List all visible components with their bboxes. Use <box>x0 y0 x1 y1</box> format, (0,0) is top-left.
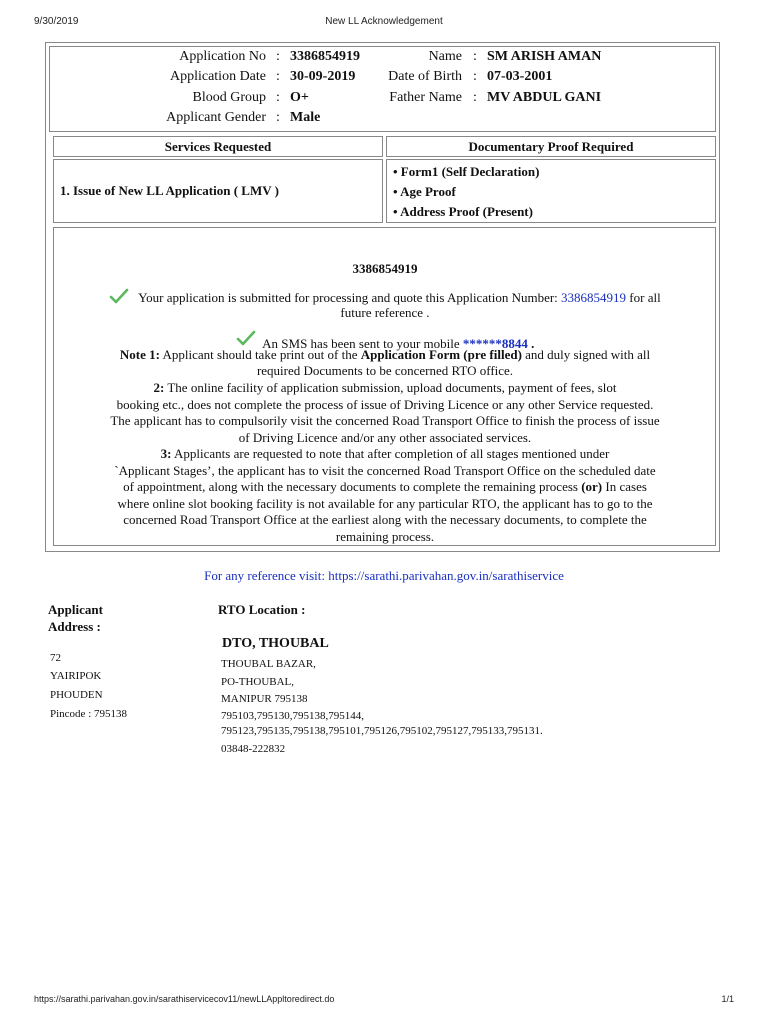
note-1-line2: required Documents to be concerned RTO office. <box>256 363 514 378</box>
address-line: YAIRIPOK <box>50 670 102 682</box>
application-number-heading: 3386854919 <box>352 261 418 276</box>
services-header: Services Requested <box>53 136 383 157</box>
gender-label: Applicant Gender <box>166 110 266 125</box>
note-3-line: remaining process. <box>335 529 435 544</box>
colon: : <box>276 110 280 125</box>
print-footer <box>34 994 734 1008</box>
print-date: 9/30/2019 <box>34 16 79 27</box>
colon: : <box>276 69 280 84</box>
note-2-line: of Driving Licence and/or any other associated services. <box>238 430 532 445</box>
colon: : <box>473 49 477 64</box>
name-value: SM ARISH AMAN <box>487 49 602 64</box>
note-3 <box>55 446 715 463</box>
rto-address-line: THOUBAL BAZAR, <box>221 658 316 670</box>
address-line: 72 <box>50 652 61 664</box>
proof-cell <box>386 159 716 223</box>
application-date-value: 30-09-2019 <box>290 69 356 84</box>
note-1-bold: Application Form (pre filled) <box>360 347 522 362</box>
print-url: https://sarathi.parivahan.gov.in/sarathiservicecov11/newLLAppltoredirect.do <box>34 994 335 1004</box>
rto-pincodes-line: 795123,795135,795138,795101,795126,795102,795127,795133,795131. <box>221 725 543 737</box>
note-1-text-end: and duly signed with all <box>525 347 651 362</box>
note-1-label: Note 1: <box>119 347 160 362</box>
name-label: Name <box>428 49 462 64</box>
print-title: New LL Acknowledgement <box>325 16 443 27</box>
proof-header: Documentary Proof Required <box>386 136 716 157</box>
note-2-line: booking etc., does not complete the process of issue of Driving Licence or any other Service requested. <box>116 397 654 412</box>
note-3-bold: (or) <box>581 479 603 494</box>
submitted-app-number: 3386854919 <box>561 290 627 305</box>
application-no-label: Application No <box>179 49 266 64</box>
note-2-label: 2: <box>153 380 165 395</box>
applicant-address-header <box>48 601 103 635</box>
proof-item: • Address Proof (Present) <box>393 204 533 219</box>
colon: : <box>473 69 477 84</box>
sms-period: . <box>531 336 535 351</box>
rto-address-line: PO-THOUBAL, <box>221 676 295 688</box>
check-icon <box>236 330 256 346</box>
note-2 <box>55 380 715 397</box>
rto-name: DTO, THOUBAL <box>222 636 329 651</box>
submitted-message <box>55 288 715 307</box>
note-3-line: concerned Road Transport Office at the earliest along with the necessary documents, to complete the <box>123 512 647 527</box>
rto-address-line: MANIPUR 795138 <box>221 693 308 705</box>
note-2-line: The applicant has to compulsorily visit the concerned Road Transport Office to finish the process of issue <box>110 413 660 428</box>
blood-group-value: O+ <box>290 90 309 105</box>
application-no-value: 3386854919 <box>290 49 360 64</box>
submitted-text-end: for all <box>629 290 661 305</box>
proof-item: • Form1 (Self Declaration) <box>393 164 540 179</box>
address-header-line: Applicant <box>48 602 103 617</box>
submitted-text: Your application is submitted for processing and quote this Application Number: <box>138 290 558 305</box>
address-header-line: Address : <box>48 619 101 634</box>
colon: : <box>276 90 280 105</box>
note-3-label: 3: <box>160 446 172 461</box>
note-1-text: Applicant should take print out of the <box>162 347 358 362</box>
applicant-info <box>0 47 768 131</box>
note-2-text: The online facility of application submission, upload documents, payment of fees, slot <box>167 380 617 395</box>
colon: : <box>276 49 280 64</box>
service-item: 1. Issue of New LL Application ( LMV ) <box>60 183 279 198</box>
sms-mobile: ******8844 <box>462 336 528 351</box>
submitted-message-line2: future reference . <box>340 305 430 320</box>
sms-text: An SMS has been sent to your mobile <box>262 336 460 351</box>
dob-label: Date of Birth <box>388 69 462 84</box>
note-3-line: where online slot booking facility is not available for any particular RTO, the applicant has to go to the <box>117 496 653 511</box>
note-1 <box>55 347 715 364</box>
rto-phone: 03848-222832 <box>221 743 286 755</box>
rto-pincodes-line: 795103,795130,795138,795144, <box>221 710 364 722</box>
father-name-label: Father Name <box>389 90 462 105</box>
note-3-text: of appointment, along with the necessary documents to complete the remaining process <box>123 479 578 494</box>
father-name-value: MV ABDUL GANI <box>487 90 602 105</box>
address-line: PHOUDEN <box>50 689 103 701</box>
rto-location-header: RTO Location : <box>218 602 306 617</box>
gender-value: Male <box>290 110 321 125</box>
note-3-text-end: In cases <box>605 479 647 494</box>
colon: : <box>473 90 477 105</box>
application-date-label: Application Date <box>169 69 266 84</box>
rto-pincodes <box>221 709 543 739</box>
print-page: 1/1 <box>721 994 734 1004</box>
reference-link[interactable]: For any reference visit: https://sarathi.parivahan.gov.in/sarathiservice <box>204 568 564 583</box>
print-header <box>34 16 734 30</box>
address-pincode: Pincode : 795138 <box>50 708 127 720</box>
note-3-line <box>55 479 715 496</box>
dob-value: 07-03-2001 <box>487 69 553 84</box>
note-3-text: Applicants are requested to note that after completion of all stages mentioned under <box>174 446 610 461</box>
note-3-line: `Applicant Stages’, the applicant has to visit the concerned Road Transport Office on the scheduled date <box>114 463 656 478</box>
service-cell <box>53 159 383 223</box>
blood-group-label: Blood Group <box>192 90 266 105</box>
check-icon <box>109 288 129 304</box>
proof-item: • Age Proof <box>393 184 456 199</box>
